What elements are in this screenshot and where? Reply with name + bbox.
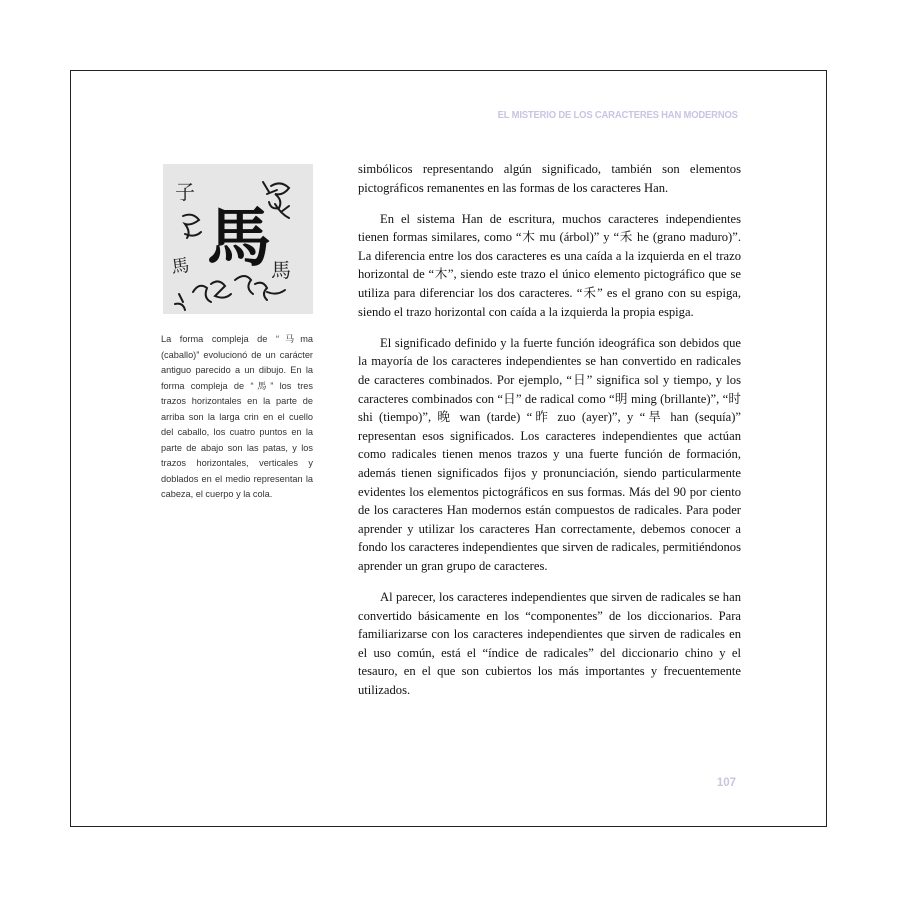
paragraph: Al parecer, los caracteres independientes que sirven de radicales se han convertido básicamente en los “componentes” de los diccionarios. Para familiarizarse con los caracteres independientes que sirven de radicales en el uso común, está el “índice de radicales” del diccionario chino y el tesauro, en el que son cubiertos los más importantes y frecuentemente utilizados.: [358, 589, 741, 697]
side-horse-glyph: 馬: [271, 258, 291, 282]
paragraph: El significado definido y la fuerte función ideográfica son debidos que la mayoría de los caracteres independientes se han convertido en radicales de caracteres combinados. Por ejemplo, “日” significa sol y tiempo, y los caracteres combinados con “日” de radical como “明 ming (brillante)”, “时 shi (tiempo)”, 晚 wan (tarde) “昨 zuo (ayer)”, y “旱 han (sequía)” representan esos significados. Los caracteres independientes que actúan como radicales tienen menos trazos y una fuerte función de formación, además tienen significados fijos y pronunciación, siendo particularmente evidentes los elementos pictográficos en sus formas. Más del 90 por ciento de los caracteres Han modernos están compuestos de radicales. Para poder aprender y utilizar los caracteres Han correctamente, debemos conocer a fondo los caracteres independientes que sirven de radicales, permitiéndonos aprender un gran grupo de caracteres.: [358, 335, 741, 573]
ancient-horse-glyphs-image: [163, 164, 313, 314]
central-horse-glyph: 馬: [207, 201, 271, 276]
body-text: [358, 160, 741, 712]
horse-character-illustration: [163, 164, 313, 314]
top-left-glyph: 子: [175, 180, 195, 204]
running-header: EL MISTERIO DE LOS CARACTERES HAN MODERNOS: [497, 109, 738, 121]
left-horse-glyph: 馬: [169, 254, 191, 279]
figure-caption: La forma compleja de “马ma (caballo)” evolucionó de un carácter antiguo parecido a un dibujo. En la forma compleja de “馬” los tres trazos horizontales en la parte de arriba son la larga crin en el cuello del caballo, los cuatro puntos en la parte de abajo son las patas, y los trazos horizontales, verticales y doblados en el medio representan la cabeza, el cuerpo y la cola.: [161, 334, 313, 499]
book-page: [70, 70, 827, 827]
paragraph: En el sistema Han de escritura, muchos caracteres independientes tienen formas similares, como “木 mu (árbol)” y “禾 he (grano maduro)”. La diferencia entre los dos caracteres es una caída a la izquierda en el trazo horizontal de “木”, siendo este trazo el único elemento pictográfico que se utiliza para diferenciar los dos caracteres. “禾” es el grano con su espiga, siendo el trazo horizontal con caída a la izquierda la propia espiga.: [358, 211, 741, 319]
page-number: 107: [716, 777, 736, 789]
paragraph: simbólicos representando algún significado, también son elementos pictográficos remanentes en las formas de los caracteres Han.: [358, 162, 741, 195]
